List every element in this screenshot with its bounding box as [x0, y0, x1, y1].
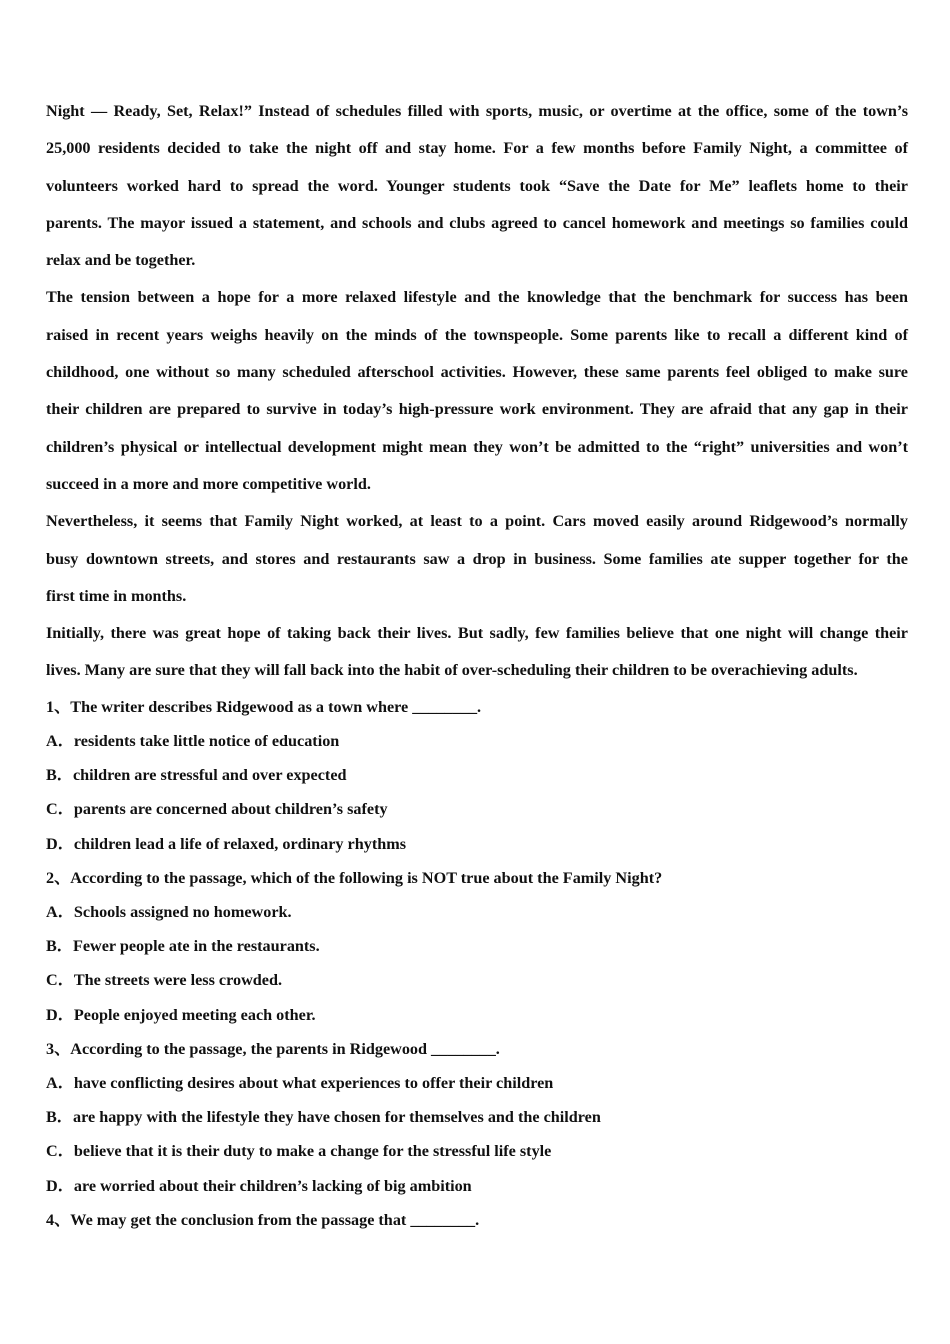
option-b[interactable]: B．Fewer people ate in the restaurants. [46, 937, 320, 956]
option-a[interactable]: A．Schools assigned no homework. [46, 902, 292, 921]
passage-paragraph-2 [46, 279, 908, 503]
paragraph-line: their children are prepared to survive in today’s high-pressure work environment. They are afraid that any gap in their [46, 400, 908, 419]
passage-paragraph-4 [46, 615, 908, 690]
paragraph-line: succeed in a more and more competitive world. [46, 474, 371, 493]
question-4 [46, 1203, 908, 1237]
option-a[interactable]: A．have conflicting desires about what experiences to offer their children [46, 1073, 554, 1092]
question-1 [46, 690, 908, 861]
option-d[interactable]: D．People enjoyed meeting each other. [46, 1005, 316, 1024]
option-c[interactable]: C．believe that it is their duty to make a change for the stressful life style [46, 1142, 552, 1161]
option-c[interactable]: C．parents are concerned about children’s safety [46, 800, 388, 819]
paragraph-line: Night — Ready, Set, Relax!” Instead of schedules filled with sports, music, or overtime at the office, some of the town’s [46, 102, 908, 120]
paragraph-line: lives. Many are sure that they will fall back into the habit of over-scheduling their children to be overachieving adults. [46, 661, 858, 680]
question-stem: 2、According to the passage, which of the following is NOT true about the Family Night? [46, 868, 663, 887]
passage-paragraph-1 [46, 93, 908, 279]
question-stem: 3、According to the passage, the parents in Ridgewood ________. [46, 1039, 500, 1058]
option-c[interactable]: C．The streets were less crowded. [46, 971, 283, 990]
paragraph-line: 25,000 residents decided to take the night off and stay home. For a few months before Family Night, a committee of [46, 139, 908, 158]
paragraph-line: raised in recent years weighs heavily on the minds of the townspeople. Some parents like to recall a different kind of [46, 325, 908, 344]
paragraph-line: childhood, one without so many scheduled afterschool activities. However, these same parents feel obliged to make sure [46, 363, 908, 382]
paragraph-line: Nevertheless, it seems that Family Night worked, at least to a point. Cars moved easily around Ridgewood’s normally [46, 512, 908, 531]
paragraph-line: children’s physical or intellectual development might mean they won’t be admitted to the “right” universities and won’t [46, 437, 908, 456]
paragraph-line: volunteers worked hard to spread the word. Younger students took “Save the Date for Me” leaflets home to their [46, 176, 908, 195]
paragraph-line: first time in months. [46, 586, 187, 605]
option-a[interactable]: A．residents take little notice of education [46, 731, 340, 750]
option-b[interactable]: B．are happy with the lifestyle they have chosen for themselves and the children [46, 1108, 601, 1127]
option-d[interactable]: D．are worried about their children’s lacking of big ambition [46, 1176, 472, 1195]
option-b[interactable]: B．children are stressful and over expected [46, 766, 347, 785]
question-2 [46, 861, 908, 1032]
paragraph-line: The tension between a hope for a more relaxed lifestyle and the knowledge that the benchmark for success has been [46, 288, 908, 307]
paragraph-line: Initially, there was great hope of taking back their lives. But sadly, few families believe that one night will change their [46, 624, 908, 643]
question-stem: 1、The writer describes Ridgewood as a town where ________. [46, 697, 482, 716]
option-d[interactable]: D．children lead a life of relaxed, ordinary rhythms [46, 834, 407, 853]
paragraph-line: parents. The mayor issued a statement, and schools and clubs agreed to cancel homework and meetings so families could [46, 213, 908, 232]
question-3 [46, 1032, 908, 1203]
document-page [46, 93, 908, 1237]
passage-paragraph-3 [46, 503, 908, 615]
paragraph-line: busy downtown streets, and stores and restaurants saw a drop in business. Some families ate supper together for the [46, 549, 908, 568]
paragraph-line: relax and be together. [46, 251, 196, 270]
question-stem: 4、We may get the conclusion from the passage that ________. [46, 1210, 480, 1229]
